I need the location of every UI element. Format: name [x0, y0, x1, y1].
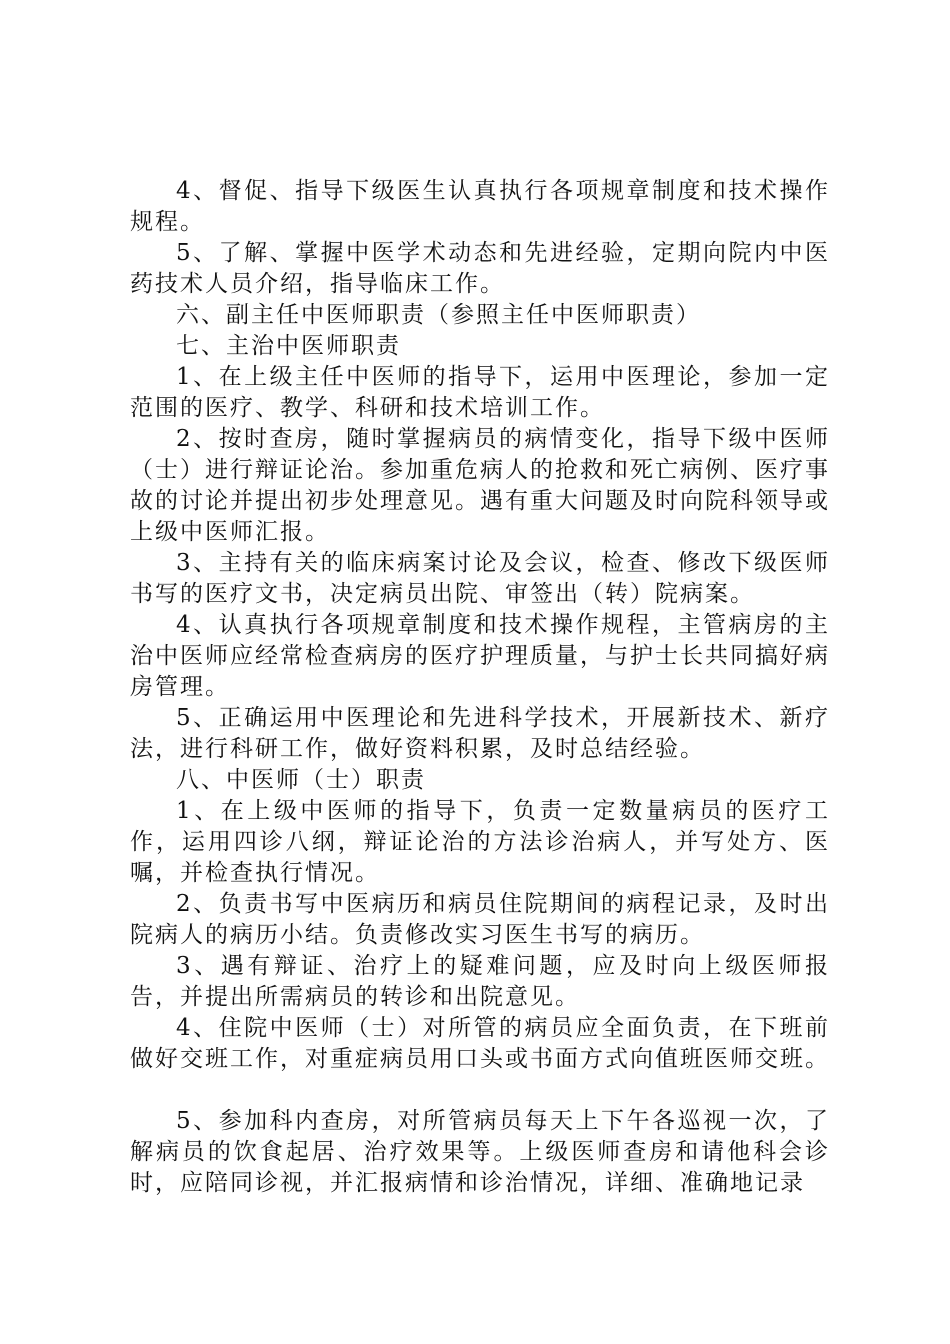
paragraph-duty-5-academic: 5、了解、掌握中医学术动态和先进经验，定期向院内中医药技术人员介绍，指导临床工作。	[130, 240, 830, 297]
paragraph-spacer	[130, 1075, 830, 1106]
paragraph-attending-duty-2: 2、按时查房，随时掌握病员的病情变化，指导下级中医师（士）进行辩证论治。参加重危病人的抢救和死亡病例、医疗事故的讨论并提出初步处理意见。遇有重大问题及时向院科领导或上级中医师汇报。	[130, 426, 830, 545]
paragraph-physician-duty-5: 5、参加科内查房，对所管病员每天上下午各巡视一次，了解病员的饮食起居、治疗效果等。上级医师查房和请他科会诊时，应陪同诊视，并汇报病情和诊治情况，详细、准确地记录	[130, 1108, 830, 1196]
paragraph-attending-duty-5: 5、正确运用中医理论和先进科学技术，开展新技术、新疗法，进行科研工作，做好资料积累，及时总结经验。	[130, 705, 830, 762]
paragraph-physician-duty-4: 4、住院中医师（士）对所管的病员应全面负责，在下班前做好交班工作，对重症病员用口头或书面方式向值班医师交班。	[130, 1015, 830, 1072]
section-heading-deputy-director: 六、副主任中医师职责（参照主任中医师职责）	[176, 302, 701, 328]
section-heading-physician: 八、中医师（士）职责	[176, 767, 426, 793]
section-heading-attending-physician: 七、主治中医师职责	[176, 333, 401, 359]
paragraph-physician-duty-2: 2、负责书写中医病历和病员住院期间的病程记录，及时出院病人的病历小结。负责修改实习医生书写的病历。	[130, 891, 830, 948]
document-body	[130, 176, 830, 1199]
paragraph-physician-duty-1: 1、在上级中医师的指导下，负责一定数量病员的医疗工作，运用四诊八纲，辩证论治的方法诊治病人，并写处方、医嘱，并检查执行情况。	[130, 798, 830, 886]
paragraph-physician-duty-3: 3、遇有辩证、治疗上的疑难问题，应及时向上级医师报告，并提出所需病员的转诊和出院意见。	[130, 953, 830, 1010]
paragraph-attending-duty-1: 1、在上级主任中医师的指导下，运用中医理论，参加一定范围的医疗、教学、科研和技术培训工作。	[130, 364, 830, 421]
paragraph-attending-duty-3: 3、主持有关的临床病案讨论及会议，检查、修改下级医师书写的医疗文书，决定病员出院、审签出（转）院病案。	[130, 550, 830, 607]
paragraph-duty-4-supervise: 4、督促、指导下级医生认真执行各项规章制度和技术操作规程。	[130, 178, 830, 235]
paragraph-attending-duty-4: 4、认真执行各项规章制度和技术操作规程，主管病房的主治中医师应经常检查病房的医疗护理质量，与护士长共同搞好病房管理。	[130, 612, 830, 700]
